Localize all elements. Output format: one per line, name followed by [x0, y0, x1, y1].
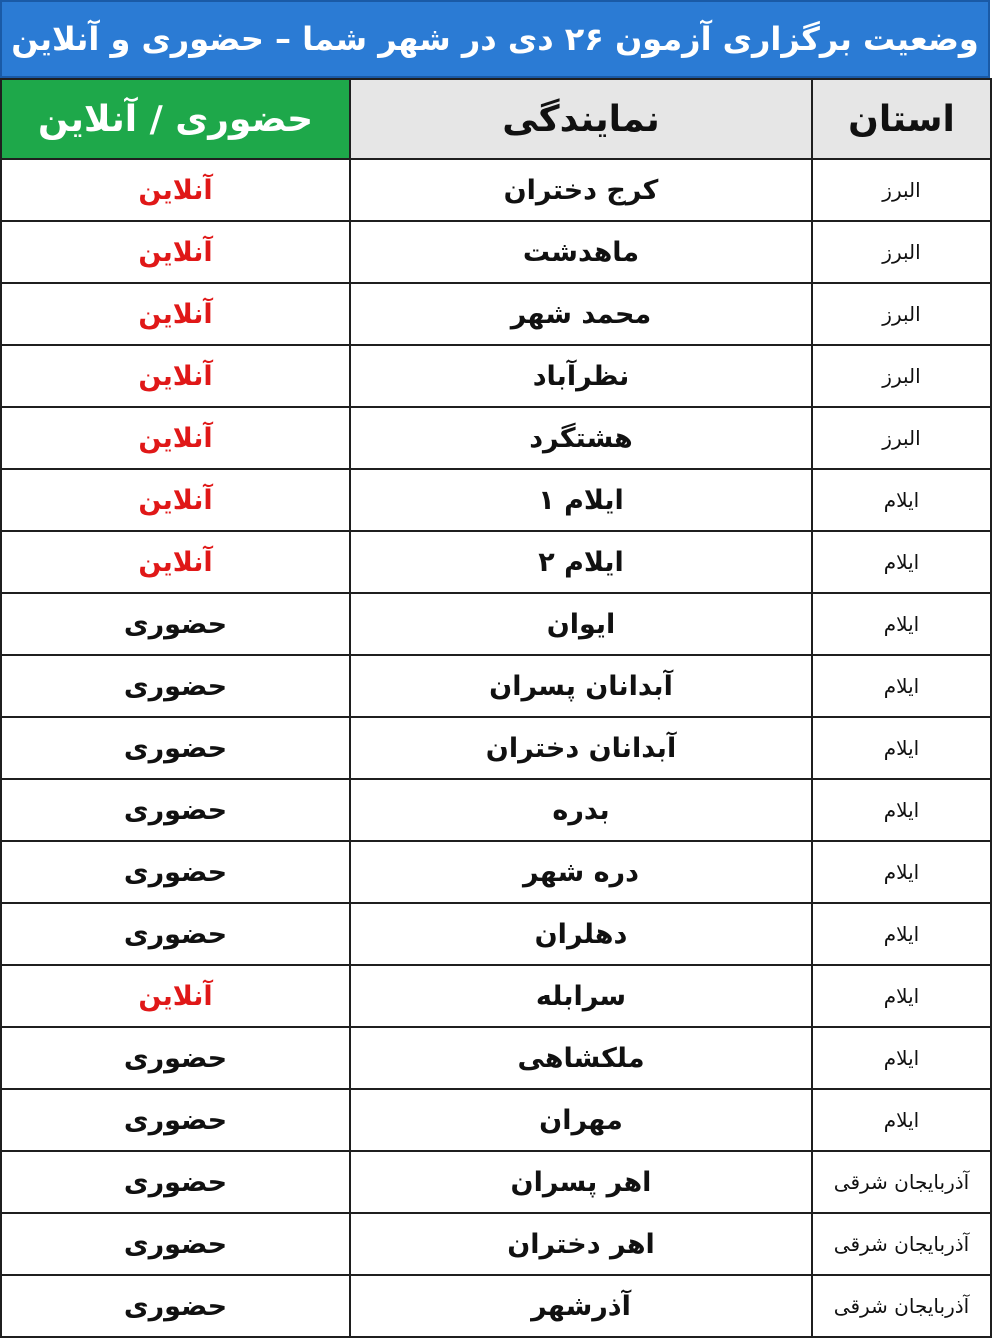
- office-cell: ایلام ۲: [350, 531, 812, 593]
- office-cell: ماهدشت: [350, 221, 812, 283]
- mode-cell: آنلاین: [1, 407, 350, 469]
- office-cell: نظرآباد: [350, 345, 812, 407]
- table-row: [1, 531, 991, 593]
- status-table: [0, 78, 992, 1338]
- table-body: [1, 159, 991, 1337]
- mode-cell: حضوری: [1, 779, 350, 841]
- province-cell: ایلام: [812, 655, 991, 717]
- office-cell: ایلام ۱: [350, 469, 812, 531]
- table-row: [1, 1151, 991, 1213]
- mode-cell: حضوری: [1, 717, 350, 779]
- mode-cell: حضوری: [1, 1151, 350, 1213]
- province-cell: ایلام: [812, 1089, 991, 1151]
- office-cell: کرج دختران: [350, 159, 812, 221]
- mode-cell: حضوری: [1, 1213, 350, 1275]
- office-cell: اهر پسران: [350, 1151, 812, 1213]
- header-mode: حضوری / آنلاین: [1, 79, 350, 159]
- mode-cell: حضوری: [1, 1089, 350, 1151]
- province-cell: البرز: [812, 221, 991, 283]
- mode-cell: آنلاین: [1, 965, 350, 1027]
- office-cell: ایوان: [350, 593, 812, 655]
- office-cell: آبدانان پسران: [350, 655, 812, 717]
- table-row: [1, 221, 991, 283]
- province-cell: ایلام: [812, 531, 991, 593]
- table-row: [1, 159, 991, 221]
- table-row: [1, 841, 991, 903]
- office-cell: ملکشاهی: [350, 1027, 812, 1089]
- mode-cell: آنلاین: [1, 345, 350, 407]
- mode-cell: حضوری: [1, 1275, 350, 1337]
- office-cell: سرابله: [350, 965, 812, 1027]
- table-row: [1, 345, 991, 407]
- table-row: [1, 717, 991, 779]
- province-cell: ایلام: [812, 1027, 991, 1089]
- table-row: [1, 593, 991, 655]
- province-cell: ایلام: [812, 965, 991, 1027]
- office-cell: آبدانان دختران: [350, 717, 812, 779]
- table-row: [1, 1275, 991, 1337]
- office-cell: بدره: [350, 779, 812, 841]
- mode-cell: حضوری: [1, 841, 350, 903]
- page-title: وضعیت برگزاری آزمون ۲۶ دی در شهر شما – حضوری و آنلاین: [11, 20, 979, 58]
- province-cell: ایلام: [812, 841, 991, 903]
- province-cell: ایلام: [812, 593, 991, 655]
- table-row: [1, 469, 991, 531]
- title-bar: [0, 0, 990, 78]
- office-cell: اهر دختران: [350, 1213, 812, 1275]
- header-province: استان: [812, 79, 991, 159]
- province-cell: البرز: [812, 283, 991, 345]
- mode-cell: حضوری: [1, 903, 350, 965]
- mode-cell: آنلاین: [1, 531, 350, 593]
- mode-cell: آنلاین: [1, 221, 350, 283]
- mode-cell: حضوری: [1, 1027, 350, 1089]
- province-cell: ایلام: [812, 779, 991, 841]
- table-row: [1, 407, 991, 469]
- office-cell: هشتگرد: [350, 407, 812, 469]
- table-row: [1, 1089, 991, 1151]
- office-cell: آذرشهر: [350, 1275, 812, 1337]
- table-header-row: [1, 79, 991, 159]
- province-cell: البرز: [812, 159, 991, 221]
- province-cell: ایلام: [812, 469, 991, 531]
- mode-cell: آنلاین: [1, 469, 350, 531]
- header-office: نمایندگی: [350, 79, 812, 159]
- office-cell: محمد شهر: [350, 283, 812, 345]
- office-cell: دهلران: [350, 903, 812, 965]
- province-cell: ایلام: [812, 903, 991, 965]
- province-cell: آذربایجان شرقی: [812, 1213, 991, 1275]
- mode-cell: حضوری: [1, 655, 350, 717]
- table-row: [1, 1213, 991, 1275]
- table-row: [1, 655, 991, 717]
- table-row: [1, 1027, 991, 1089]
- mode-cell: حضوری: [1, 593, 350, 655]
- province-cell: آذربایجان شرقی: [812, 1275, 991, 1337]
- province-cell: البرز: [812, 345, 991, 407]
- table-row: [1, 965, 991, 1027]
- mode-cell: آنلاین: [1, 159, 350, 221]
- office-cell: مهران: [350, 1089, 812, 1151]
- province-cell: ایلام: [812, 717, 991, 779]
- table-row: [1, 779, 991, 841]
- province-cell: البرز: [812, 407, 991, 469]
- table-row: [1, 283, 991, 345]
- office-cell: دره شهر: [350, 841, 812, 903]
- mode-cell: آنلاین: [1, 283, 350, 345]
- province-cell: آذربایجان شرقی: [812, 1151, 991, 1213]
- table-row: [1, 903, 991, 965]
